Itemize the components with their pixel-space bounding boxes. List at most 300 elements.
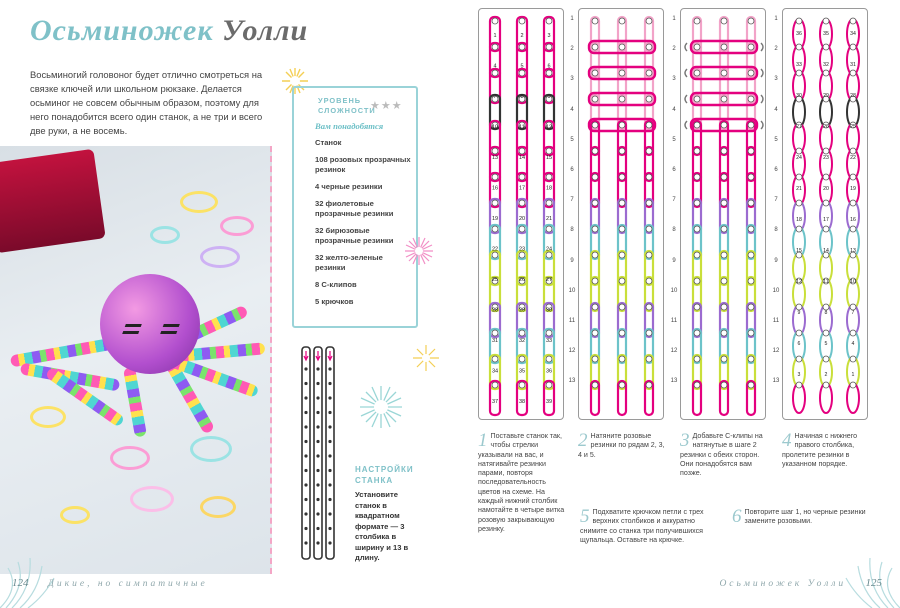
loom-diagram-step-2	[578, 8, 664, 420]
band-number: 4	[851, 341, 855, 347]
loom-peg	[519, 252, 525, 258]
row-number: 11	[670, 318, 678, 324]
material-item: 8 С-клипов	[315, 280, 357, 289]
row-number: 9	[774, 257, 778, 264]
decor-burst	[412, 344, 440, 372]
loom-peg	[492, 174, 498, 180]
band-number: 19	[491, 216, 499, 222]
loom-peg	[316, 411, 319, 414]
band-number: 21	[545, 216, 553, 222]
row-number: 3	[672, 76, 676, 83]
band-number: 33	[796, 62, 802, 68]
loom-peg	[592, 252, 598, 258]
band-number: 4	[493, 63, 497, 70]
band-number: 10	[491, 124, 499, 131]
band-number: 19	[850, 186, 856, 192]
loom-peg	[492, 44, 498, 50]
loom-peg	[694, 356, 700, 362]
loom-peg	[619, 122, 625, 128]
row-number: 10	[772, 287, 780, 294]
row-number: 9	[570, 257, 574, 264]
loom-peg	[646, 122, 652, 128]
band-number: 24	[796, 155, 802, 161]
loom-peg	[619, 148, 625, 154]
band-number: 15	[796, 248, 802, 254]
band-number: 20	[823, 186, 829, 192]
loom-peg	[619, 356, 625, 362]
band-number: 36	[796, 31, 802, 37]
c-clip	[685, 69, 687, 77]
row-number: 12	[670, 348, 678, 355]
loom-peg	[592, 330, 598, 336]
loom-peg	[619, 18, 625, 24]
band-number: 3	[547, 33, 551, 39]
loom-peg	[619, 200, 625, 206]
row-number: 4	[672, 106, 676, 113]
step-4	[782, 432, 874, 469]
loom-peg	[748, 96, 754, 102]
loom-peg	[316, 382, 319, 385]
loom-peg	[694, 200, 700, 206]
loom-peg	[646, 330, 652, 336]
loom-peg	[304, 411, 307, 414]
step-text: Подхватите крючком петли с трех верхних столбиков и аккуратно снимите со станка три получившихся щупальца. Оставьте на крючке.	[580, 508, 704, 544]
loom-peg	[328, 411, 331, 414]
row-number: 7	[570, 197, 574, 204]
band-number: 23	[518, 246, 526, 253]
row-number: 7	[672, 197, 676, 204]
step-text: Натяните розовые резинки по рядам 2, 3, 4 и 5.	[578, 432, 665, 459]
row-number: 6	[570, 167, 574, 173]
right-page	[450, 0, 900, 608]
loom-peg	[823, 382, 829, 388]
material-item: 4 черные резинки	[315, 182, 383, 191]
loom-peg	[721, 252, 727, 258]
row-number: 12	[568, 348, 576, 355]
loom-peg	[721, 18, 727, 24]
loom-peg	[721, 44, 727, 50]
row-number: 13	[568, 378, 576, 385]
band-number: 22	[491, 246, 499, 253]
loom-peg	[546, 382, 552, 388]
band-number: 2	[520, 33, 524, 39]
loom-peg	[721, 148, 727, 154]
loom-peg	[721, 356, 727, 362]
loom-peg	[328, 425, 331, 428]
row-number: 8	[570, 227, 574, 234]
step-number: 6	[732, 506, 742, 527]
row-number: 3	[570, 76, 574, 83]
loom-peg	[748, 44, 754, 50]
decor-burst	[404, 236, 434, 266]
loom-peg	[492, 226, 498, 232]
loom-peg	[619, 96, 625, 102]
loom-peg	[850, 226, 856, 232]
loom-peg	[592, 356, 598, 362]
loom-peg	[592, 122, 598, 128]
loom-peg	[328, 367, 331, 370]
step-number: 2	[578, 430, 588, 451]
title-part-2: Уолли	[222, 14, 309, 47]
row-number: 2	[672, 46, 676, 53]
loom-peg	[823, 330, 829, 336]
band-number: 13	[850, 248, 856, 254]
loom-peg	[328, 469, 331, 472]
loom-peg	[850, 18, 856, 24]
band-number: 25	[491, 277, 499, 283]
decor-burst	[358, 384, 404, 430]
loom-peg	[619, 252, 625, 258]
band-number: 8	[520, 94, 524, 100]
loom-peg	[492, 382, 498, 388]
loom-peg	[592, 44, 598, 50]
loom-peg	[546, 148, 552, 154]
band-number: 29	[518, 307, 526, 314]
loom-peg	[694, 252, 700, 258]
loom-peg	[694, 226, 700, 232]
loom-peg	[694, 174, 700, 180]
band-number: 30	[545, 307, 553, 314]
loom-peg	[492, 148, 498, 154]
loom-peg	[646, 278, 652, 284]
loom-peg	[316, 469, 319, 472]
loom-peg	[592, 174, 598, 180]
band-number: 36	[545, 368, 553, 375]
loom-peg	[721, 330, 727, 336]
loom-peg	[519, 174, 525, 180]
loom-peg	[850, 356, 856, 362]
band-number: 23	[823, 155, 829, 161]
step-2	[578, 432, 670, 460]
band-number: 5	[520, 63, 524, 70]
row-number: 2	[570, 46, 574, 53]
loom-peg	[492, 252, 498, 258]
loom-peg	[823, 44, 829, 50]
loom-peg	[796, 148, 802, 154]
loom-peg	[748, 304, 754, 310]
band-number: 38	[518, 399, 526, 405]
loom-peg	[646, 356, 652, 362]
loom-peg	[694, 148, 700, 154]
loom-setup-diagram	[300, 345, 336, 561]
band-number: 28	[850, 93, 856, 99]
loom-peg	[316, 512, 319, 515]
loom-peg	[619, 278, 625, 284]
loom-diagram-step-3	[680, 8, 766, 420]
row-number: 5	[570, 136, 574, 143]
loom-peg	[519, 382, 525, 388]
loom-peg	[694, 96, 700, 102]
loom-peg	[316, 440, 319, 443]
c-clip	[761, 69, 763, 77]
step-number: 5	[580, 506, 590, 527]
band-number: 34	[850, 31, 856, 37]
material-item: 32 фиолетовые прозрачные резинки	[315, 199, 394, 218]
loom-peg	[316, 454, 319, 457]
band-number: 17	[518, 185, 526, 192]
loom-peg	[592, 200, 598, 206]
loom-peg	[646, 96, 652, 102]
band-number: 31	[491, 338, 499, 344]
loom-peg	[646, 44, 652, 50]
material-item: 32 желто-зеленые резинки	[315, 253, 383, 272]
loom-peg	[316, 396, 319, 399]
loom-peg	[748, 148, 754, 154]
row-number: 1	[672, 16, 676, 22]
loom-peg	[796, 226, 802, 232]
c-clip	[761, 121, 763, 129]
step-text: Начиная с нижнего правого столбика, пролетите резинки в указанном порядке.	[782, 432, 858, 468]
band-number: 14	[823, 248, 829, 254]
loom-diagram-step-4	[782, 8, 868, 420]
band-number: 26	[518, 277, 526, 283]
row-number: 9	[672, 257, 676, 264]
loom-peg	[748, 278, 754, 284]
loom-peg	[721, 96, 727, 102]
loom-peg	[796, 70, 802, 76]
loom-peg	[646, 70, 652, 76]
loom-peg	[328, 454, 331, 457]
row-number: 6	[774, 167, 778, 173]
loom-peg	[721, 174, 727, 180]
loom-peg	[646, 304, 652, 310]
loom-peg	[646, 252, 652, 258]
band-number: 37	[491, 399, 499, 405]
band-number: 20	[518, 216, 526, 222]
loom-peg	[748, 174, 754, 180]
page-number: 124	[12, 577, 29, 589]
band-number: 27	[545, 277, 553, 283]
material-item: 5 крючков	[315, 297, 354, 306]
loom-peg	[748, 356, 754, 362]
band-number: 32	[518, 338, 526, 344]
loom-peg	[592, 148, 598, 154]
loom-peg	[721, 382, 727, 388]
c-clip	[761, 95, 763, 103]
step-number: 4	[782, 430, 792, 451]
loom-peg	[796, 174, 802, 180]
band-number: 31	[850, 62, 856, 68]
loom-peg	[823, 200, 829, 206]
loom-peg	[721, 226, 727, 232]
loom-peg	[546, 18, 552, 24]
loom-peg	[694, 18, 700, 24]
loom-peg	[619, 44, 625, 50]
loom-peg	[748, 330, 754, 336]
band-number: 15	[545, 155, 553, 161]
band-number: 10	[850, 279, 856, 285]
row-number: 8	[672, 227, 676, 234]
loom-peg	[328, 483, 331, 486]
step-6	[732, 508, 872, 527]
loom-peg	[748, 70, 754, 76]
loom-peg	[748, 18, 754, 24]
band-number: 30	[796, 93, 802, 99]
band-number: 9	[797, 310, 801, 316]
loom-peg	[850, 200, 856, 206]
loom-peg	[823, 226, 829, 232]
left-footer	[12, 577, 208, 589]
c-clip	[685, 95, 687, 103]
loom-setup-text: Установите станок в квадратном формате — 3 столбика в ширину и 13 в длину.	[355, 490, 409, 562]
loom-peg	[823, 356, 829, 362]
loom-peg	[646, 148, 652, 154]
loom-peg	[519, 70, 525, 76]
loom-peg	[646, 382, 652, 388]
band-number: 13	[491, 155, 499, 161]
loom-peg	[492, 356, 498, 362]
band-number: 12	[796, 279, 802, 285]
step-number: 1	[478, 430, 488, 451]
loom-peg	[694, 70, 700, 76]
loom-peg	[721, 122, 727, 128]
loom-peg	[519, 44, 525, 50]
step-3	[680, 432, 772, 478]
loom-peg	[304, 498, 307, 501]
row-number: 3	[774, 76, 778, 83]
loom-peg	[748, 382, 754, 388]
band-number: 7	[493, 94, 497, 100]
c-clip	[761, 43, 763, 51]
loom-peg	[328, 396, 331, 399]
loom-setup-heading: НАСТРОЙКИ СТАНКА	[355, 465, 414, 485]
loom-peg	[328, 382, 331, 385]
band-number: 24	[545, 246, 553, 253]
materials-heading: Вам понадобятся	[315, 121, 384, 131]
loom-peg	[748, 226, 754, 232]
loom-peg	[546, 174, 552, 180]
loom-peg	[304, 541, 307, 544]
loom-peg	[694, 278, 700, 284]
loom-peg	[850, 148, 856, 154]
row-number: 11	[772, 318, 780, 324]
title-part-1: Осьминожек	[30, 14, 214, 47]
loom-peg	[546, 200, 552, 206]
band-number: 14	[518, 155, 526, 161]
band-number: 35	[823, 31, 829, 37]
band-number: 29	[823, 93, 829, 99]
loom-peg	[796, 356, 802, 362]
loom-peg	[850, 382, 856, 388]
loom-peg	[721, 304, 727, 310]
c-clip	[685, 121, 687, 129]
band-number: 35	[518, 368, 526, 375]
row-number: 10	[568, 287, 576, 294]
loom-peg	[304, 382, 307, 385]
loom-peg	[796, 200, 802, 206]
band-number: 7	[851, 310, 855, 316]
loom-peg	[592, 70, 598, 76]
loom-peg	[316, 425, 319, 428]
row-number: 7	[774, 197, 778, 204]
loom-peg	[592, 382, 598, 388]
row-number: 8	[774, 227, 778, 234]
loom-peg	[823, 148, 829, 154]
footer-text: Дикие, но симпатичные	[47, 579, 208, 589]
loom-peg	[694, 122, 700, 128]
band-number: 11	[823, 279, 829, 285]
loom-peg	[492, 18, 498, 24]
loom-peg	[492, 70, 498, 76]
loom-peg	[328, 541, 331, 544]
step-text: Поставьте станок так, чтобы стрелки указывали на вас, и натягивайте резинки парами, повторя последовательность цветов на схеме. На каждый нижний столбик намотайте в четыре витка розовую закрывающую резинку.	[478, 432, 565, 533]
loom-peg	[748, 252, 754, 258]
band-number: 6	[547, 63, 551, 70]
band-number: 25	[850, 124, 856, 130]
band-number: 1	[493, 33, 497, 39]
row-number: 5	[774, 136, 778, 143]
loom-peg	[694, 382, 700, 388]
tin-box	[0, 149, 106, 253]
loom-peg	[850, 70, 856, 76]
loom-peg	[304, 527, 307, 530]
loom-peg	[694, 330, 700, 336]
loom-peg	[519, 148, 525, 154]
loom-peg	[546, 226, 552, 232]
band-number: 39	[545, 399, 553, 405]
loom-peg	[748, 200, 754, 206]
loom-peg	[519, 330, 525, 336]
band-number: 22	[850, 155, 856, 161]
step-text: Добавьте С-клипы на натянутые в шаге 2 резинки с обеих сторон. Они понадобятся вам позже.	[680, 432, 763, 478]
loom-peg	[619, 330, 625, 336]
loom-peg	[796, 382, 802, 388]
loom-peg	[519, 356, 525, 362]
loom-peg	[619, 226, 625, 232]
material-item: 108 розовых прозрачных резинок	[315, 155, 411, 174]
step-1	[478, 432, 570, 534]
loom-peg	[619, 174, 625, 180]
loom-peg	[304, 454, 307, 457]
loom-peg	[592, 226, 598, 232]
loom-peg	[316, 541, 319, 544]
row-number: 1	[774, 16, 778, 22]
loom-peg	[646, 18, 652, 24]
band-number: 1	[851, 372, 855, 378]
band-number: 17	[823, 217, 829, 223]
band-number: 28	[491, 307, 499, 314]
loom-peg	[721, 200, 727, 206]
material-item: Станок	[315, 138, 342, 147]
band-number: 12	[545, 124, 553, 131]
loom-peg	[519, 200, 525, 206]
band-number: 16	[850, 217, 856, 223]
loom-peg	[646, 226, 652, 232]
page-number: 125	[865, 577, 882, 589]
loom-peg	[546, 44, 552, 50]
row-number: 11	[568, 318, 576, 324]
loom-peg	[694, 44, 700, 50]
band-number: 2	[824, 372, 828, 378]
difficulty-stars: ★★★	[370, 100, 403, 112]
loom-peg	[850, 174, 856, 180]
loom-peg	[823, 174, 829, 180]
loom-peg	[796, 44, 802, 50]
loom-peg	[850, 44, 856, 50]
row-number: 13	[670, 378, 678, 385]
loom-peg	[316, 367, 319, 370]
loom-peg	[328, 440, 331, 443]
page-title	[30, 14, 308, 48]
row-number: 10	[670, 287, 678, 294]
loom-peg	[748, 122, 754, 128]
material-item: 32 бирюзовые прозрачные резинки	[315, 226, 394, 245]
loom-peg	[721, 70, 727, 76]
row-number: 12	[772, 348, 780, 355]
loom-peg	[721, 278, 727, 284]
loom-peg	[316, 498, 319, 501]
step-5	[580, 508, 720, 545]
